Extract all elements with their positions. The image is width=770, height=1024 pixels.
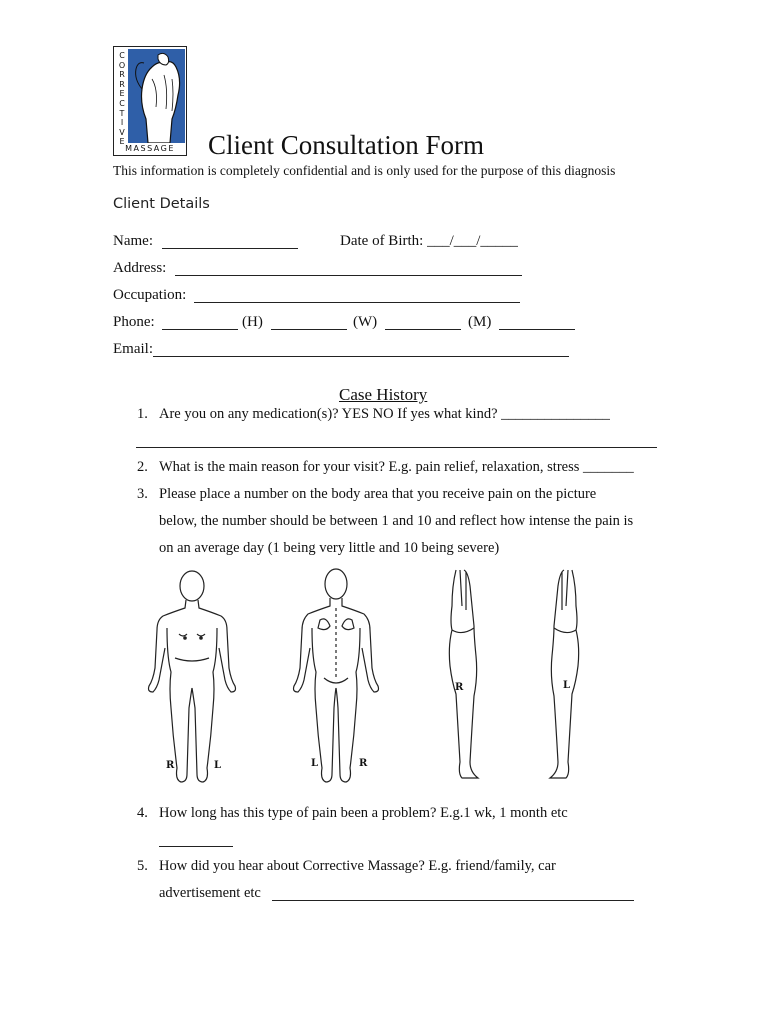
email-label: Email: — [113, 341, 153, 357]
question-4-text: How long has this type of pain been a problem? E.g.1 wk, 1 month etc — [159, 805, 568, 821]
logo-letter: O — [118, 60, 126, 70]
side-right-label: R — [455, 682, 464, 693]
question-1 — [137, 406, 610, 423]
question-1-answer-line[interactable] — [136, 447, 657, 448]
corrective-massage-logo — [113, 46, 187, 156]
logo-figure-art — [128, 49, 185, 143]
back-left-label: L — [311, 758, 319, 769]
question-2-number: 2. — [137, 459, 148, 475]
page-title: Client Consultation Form — [208, 130, 485, 160]
phone-label: Phone: — [113, 314, 155, 330]
logo-letter: C — [119, 98, 125, 108]
phone-home-label: (H) — [242, 314, 263, 330]
side-left-label: L — [563, 680, 571, 691]
occupation-label: Occupation: — [113, 287, 187, 303]
question-3-number: 3. — [137, 486, 148, 502]
name-field[interactable] — [162, 248, 298, 249]
phone-work-field[interactable] — [271, 329, 347, 330]
question-5 — [137, 858, 556, 875]
question-3-text-line3: on an average day (1 being very little and 10 being severe) — [159, 540, 500, 556]
question-4-answer-line[interactable] — [159, 846, 233, 847]
question-3-text-line1: Please place a number on the body area that you receive pain on the picture — [159, 486, 597, 502]
logo-letter: R — [119, 79, 125, 89]
logo-vertical-text — [117, 51, 127, 147]
front-left-label: L — [214, 760, 222, 771]
question-2 — [137, 459, 634, 476]
phone-mobile-label: (M) — [468, 314, 492, 330]
logo-letter: I — [120, 118, 124, 128]
body-right-side-figure[interactable] — [438, 566, 488, 788]
body-front-figure[interactable] — [145, 568, 245, 790]
phone-home-field[interactable] — [162, 329, 238, 330]
question-1-number: 1. — [137, 406, 148, 422]
question-3 — [137, 486, 596, 503]
occupation-field[interactable] — [194, 302, 520, 303]
question-5-answer-line[interactable] — [272, 900, 634, 901]
question-1-text[interactable]: Are you on any medication(s)? YES NO If yes what kind? _______________ — [159, 406, 610, 422]
logo-letter: V — [119, 127, 125, 137]
logo-letter: C — [119, 51, 125, 60]
back-right-label: R — [359, 758, 368, 769]
question-5-number: 5. — [137, 858, 148, 874]
phone-extra-field[interactable] — [499, 329, 575, 330]
phone-work-label: (W) — [353, 314, 378, 330]
question-4-number: 4. — [137, 805, 148, 821]
address-label: Address: — [113, 260, 167, 276]
front-right-label: R — [166, 760, 175, 771]
name-label: Name: — [113, 233, 153, 249]
question-5-text-line2: advertisement etc — [159, 885, 261, 901]
logo-letter: T — [119, 108, 125, 118]
logo-letter: E — [119, 89, 125, 99]
question-4 — [137, 805, 568, 822]
logo-letter: E — [119, 137, 125, 147]
question-3-text-line2: below, the number should be between 1 and 10 and reflect how intense the pain is — [159, 513, 634, 529]
phone-mobile-field[interactable] — [385, 329, 461, 330]
confidential-notice: This information is completely confidential and is only used for the purpose of this diagnosis — [113, 163, 616, 178]
question-5-text-line1: How did you hear about Corrective Massage? E.g. friend/family, car — [159, 858, 556, 874]
case-history-heading: Case History — [339, 385, 428, 404]
logo-bottom-text: MASSAGE — [125, 144, 175, 153]
dob-field[interactable]: Date of Birth: ___/___/_____ — [340, 233, 518, 249]
email-field[interactable] — [153, 356, 569, 357]
logo-letter: R — [119, 70, 125, 80]
address-field[interactable] — [175, 275, 522, 276]
client-details-heading: Client Details — [113, 196, 210, 212]
body-back-figure[interactable] — [292, 568, 384, 790]
question-2-text[interactable]: What is the main reason for your visit? E.g. pain relief, relaxation, stress _______ — [159, 459, 634, 475]
body-left-side-figure[interactable] — [540, 566, 590, 788]
